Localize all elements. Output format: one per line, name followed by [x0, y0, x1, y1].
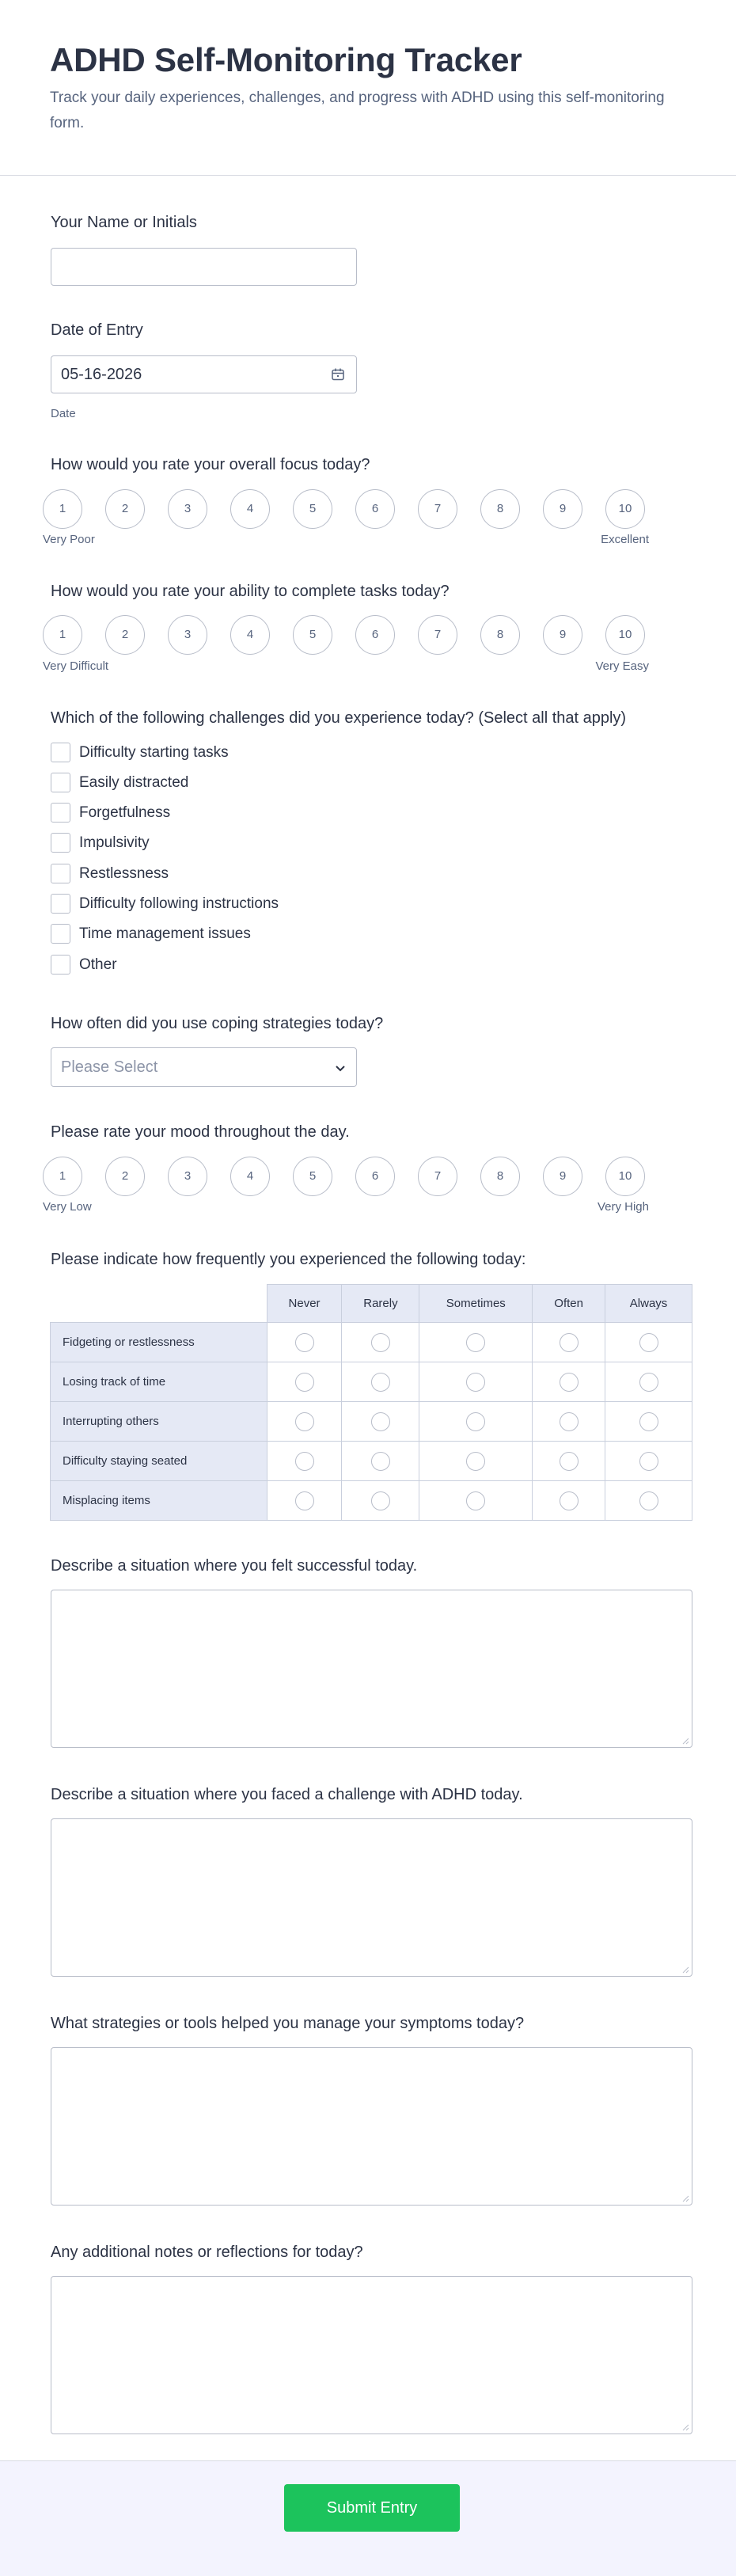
- tasks-option[interactable]: 6: [355, 615, 395, 655]
- tasks-scale: [43, 615, 660, 655]
- matrix-row: [51, 1481, 692, 1521]
- mood-option[interactable]: 6: [355, 1157, 395, 1196]
- resize-grip-icon[interactable]: [681, 1737, 689, 1745]
- challenge-question: Describe a situation where you faced a challenge with ADHD today.: [51, 1786, 523, 1803]
- checkbox[interactable]: [51, 833, 70, 853]
- matrix-column-header: Always: [605, 1285, 692, 1323]
- matrix-radio[interactable]: [639, 1412, 658, 1431]
- checkbox[interactable]: [51, 894, 70, 914]
- matrix-radio[interactable]: [560, 1333, 579, 1352]
- matrix-radio[interactable]: [295, 1333, 314, 1352]
- matrix-column-header: Never: [267, 1285, 342, 1323]
- tasks-option[interactable]: 7: [418, 615, 457, 655]
- matrix-radio[interactable]: [371, 1452, 390, 1471]
- matrix-row: [51, 1402, 692, 1442]
- chevron-down-icon: [334, 1062, 347, 1074]
- focus-option[interactable]: 9: [543, 489, 582, 529]
- mood-high-label: Very High: [597, 1200, 649, 1214]
- mood-option[interactable]: 8: [480, 1157, 520, 1196]
- tasks-option[interactable]: 3: [168, 615, 207, 655]
- focus-low-label: Very Poor: [43, 533, 95, 546]
- date-label: Date of Entry: [51, 321, 143, 339]
- matrix-row-label: Interrupting others: [51, 1402, 267, 1442]
- notes-question: Any additional notes or reflections for today?: [51, 2244, 363, 2261]
- matrix-radio[interactable]: [639, 1491, 658, 1510]
- mood-option[interactable]: 10: [605, 1157, 645, 1196]
- tasks-option[interactable]: 10: [605, 615, 645, 655]
- resize-grip-icon[interactable]: [681, 1966, 689, 1974]
- matrix-radio[interactable]: [639, 1452, 658, 1471]
- success-textarea[interactable]: [51, 1590, 692, 1748]
- tasks-low-label: Very Difficult: [43, 659, 109, 673]
- matrix-radio[interactable]: [371, 1412, 390, 1431]
- matrix-radio[interactable]: [560, 1412, 579, 1431]
- mood-option[interactable]: 4: [230, 1157, 270, 1196]
- form-page: ADHD Self-Monitoring Tracker Track your daily experiences, challenges, and progress with ADHD using this self-monitoring form. Your Name or Initials Date of Entry 05-16-2026 Date How would you rate your overall focus today? 1 2 3 4 5 6 7 8 9 10 Very Poor Excellent How would you rate your ability to complete tasks today? 1 2 3 4 5 6 7 8 9 10 Very Difficult Very Easy Which of the following challenges did you experience today? (Select all that apply) Difficulty starting tasks Easily distracted Forgetfulness Impulsivity Restlessness Difficulty following instructions Time management issues Other How often did you use coping strategies today? Please Select Please rate your mood throughout the day. 1 2 3 4 5 6 7 8 9 10 Very Low Very High Please indicate how frequently you experienced the following today: Never Rarely Sometimes Often Always Fidgeting or restlessness Losing track of time Interrupting others Difficulty staying seated Misplacing items Describe a situation where you felt successful today. Describe a situation where you faced a challenge with ADHD today. What strategies or tools helped you manage your symptoms today? Any additional notes or reflections for today? Submit Entry: [0, 0, 736, 2576]
- focus-option[interactable]: 7: [418, 489, 457, 529]
- focus-scale: [43, 489, 660, 529]
- focus-option[interactable]: 1: [43, 489, 82, 529]
- tasks-option[interactable]: 5: [293, 615, 332, 655]
- focus-option[interactable]: 2: [105, 489, 145, 529]
- frequency-matrix: [50, 1284, 692, 1521]
- form-title: ADHD Self-Monitoring Tracker: [50, 41, 522, 78]
- matrix-radio[interactable]: [371, 1491, 390, 1510]
- date-input[interactable]: [51, 355, 357, 393]
- resize-grip-icon[interactable]: [681, 2194, 689, 2202]
- mood-option[interactable]: 1: [43, 1157, 82, 1196]
- strategies-question: What strategies or tools helped you manage your symptoms today?: [51, 2015, 525, 2032]
- focus-option[interactable]: 5: [293, 489, 332, 529]
- focus-option[interactable]: 3: [168, 489, 207, 529]
- matrix-row: [51, 1442, 692, 1481]
- matrix-radio[interactable]: [639, 1373, 658, 1392]
- matrix-radio[interactable]: [295, 1373, 314, 1392]
- matrix-corner: [51, 1285, 267, 1323]
- tasks-option[interactable]: 9: [543, 615, 582, 655]
- calendar-icon[interactable]: [331, 367, 345, 382]
- mood-question: Please rate your mood throughout the day.: [51, 1123, 350, 1141]
- challenges-question: Which of the following challenges did you experience today? (Select all that apply): [51, 709, 627, 727]
- form-header: [0, 0, 736, 176]
- success-question: Describe a situation where you felt successful today.: [51, 1557, 418, 1575]
- date-sublabel: Date: [51, 407, 76, 420]
- tasks-option[interactable]: 1: [43, 615, 82, 655]
- matrix-row: [51, 1323, 692, 1362]
- checkbox[interactable]: [51, 743, 70, 762]
- matrix-column-header: Often: [533, 1285, 605, 1323]
- matrix-radio[interactable]: [371, 1373, 390, 1392]
- focus-option[interactable]: 10: [605, 489, 645, 529]
- tasks-option[interactable]: 8: [480, 615, 520, 655]
- matrix-radio[interactable]: [295, 1412, 314, 1431]
- submit-button[interactable]: Submit Entry: [284, 2484, 460, 2532]
- tasks-option[interactable]: 4: [230, 615, 270, 655]
- name-input[interactable]: [51, 248, 357, 286]
- date-value: 05-16-2026: [61, 366, 142, 383]
- matrix-radio[interactable]: [639, 1333, 658, 1352]
- focus-question: How would you rate your overall focus today?: [51, 456, 370, 473]
- matrix-radio[interactable]: [466, 1452, 485, 1471]
- matrix-row-label: Difficulty staying seated: [51, 1442, 267, 1481]
- matrix-row-label: Misplacing items: [51, 1481, 267, 1521]
- notes-textarea[interactable]: [51, 2276, 692, 2434]
- coping-select[interactable]: [51, 1047, 357, 1087]
- mood-option[interactable]: 3: [168, 1157, 207, 1196]
- form-subtitle: Track your daily experiences, challenges, and progress with ADHD using this self-monitoring form.: [50, 89, 665, 131]
- matrix-column-header: Sometimes: [419, 1285, 533, 1323]
- checkbox[interactable]: [51, 803, 70, 823]
- focus-option[interactable]: 6: [355, 489, 395, 529]
- mood-option[interactable]: 2: [105, 1157, 145, 1196]
- checkbox[interactable]: [51, 924, 70, 944]
- matrix-column-header: Rarely: [342, 1285, 419, 1323]
- matrix-row-label: Fidgeting or restlessness: [51, 1323, 267, 1362]
- challenge-textarea[interactable]: [51, 1818, 692, 1977]
- matrix-radio[interactable]: [560, 1491, 579, 1510]
- tasks-question: How would you rate your ability to complete tasks today?: [51, 583, 450, 600]
- matrix-radio[interactable]: [560, 1373, 579, 1392]
- mood-low-label: Very Low: [43, 1200, 92, 1214]
- matrix-radio[interactable]: [560, 1452, 579, 1471]
- mood-option[interactable]: 7: [418, 1157, 457, 1196]
- checkbox[interactable]: [51, 955, 70, 975]
- coping-question: How often did you use coping strategies today?: [51, 1015, 384, 1032]
- matrix-question: Please indicate how frequently you experienced the following today:: [51, 1251, 526, 1268]
- mood-option[interactable]: 5: [293, 1157, 332, 1196]
- matrix-row-label: Losing track of time: [51, 1362, 267, 1402]
- matrix-radio[interactable]: [466, 1491, 485, 1510]
- matrix-radio[interactable]: [466, 1373, 485, 1392]
- strategies-textarea[interactable]: [51, 2047, 692, 2206]
- matrix-radio[interactable]: [295, 1452, 314, 1471]
- tasks-option[interactable]: 2: [105, 615, 145, 655]
- resize-grip-icon[interactable]: [681, 2423, 689, 2431]
- matrix-radio[interactable]: [466, 1412, 485, 1431]
- checkbox[interactable]: [51, 773, 70, 792]
- mood-option[interactable]: 9: [543, 1157, 582, 1196]
- matrix-row: [51, 1362, 692, 1402]
- mood-scale: [43, 1157, 660, 1196]
- name-label: Your Name or Initials: [51, 214, 197, 231]
- matrix-radio[interactable]: [295, 1491, 314, 1510]
- matrix-radio[interactable]: [371, 1333, 390, 1352]
- tasks-high-label: Very Easy: [595, 659, 649, 673]
- focus-option[interactable]: 4: [230, 489, 270, 529]
- matrix-radio[interactable]: [466, 1333, 485, 1352]
- focus-high-label: Excellent: [601, 533, 649, 546]
- checkbox[interactable]: [51, 864, 70, 883]
- select-placeholder: Please Select: [61, 1058, 158, 1076]
- focus-option[interactable]: 8: [480, 489, 520, 529]
